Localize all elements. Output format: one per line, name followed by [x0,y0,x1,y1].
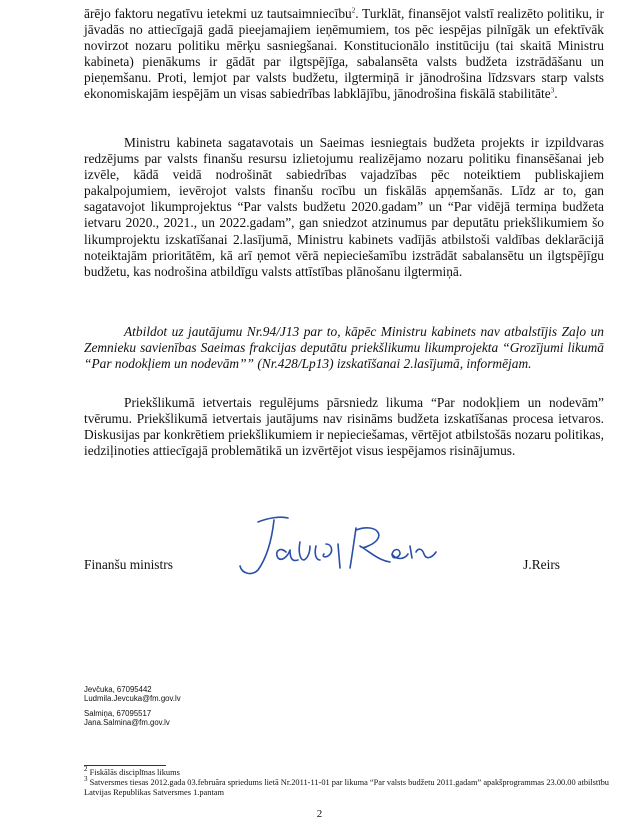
body-paragraph-2: Ministru kabineta sagatavotais un Saeimas iesniegtais budžeta projekts ir izpildvaras redzējums par valsts finanšu resursu izlietojumu realizējamo nozaru politiku finansēšanai jeb izvēle, kādā veidā nodrošināt sabiedrības vajadzības pēc noteiktiem publiskajiem pakalpojumiem, ievērojot valsts finanšu rocību un fiskālās apņemšanās. Līdz ar to, gan sagatavojot likumprojektus “Par valsts budžetu 2020.gadam” un “Par vidējā termiņa budžeta ietvaru 2020., 2021., un 2022.gadam”, gan sniedzot atzinumus par deputātu priekšlikumiem šo likumprojektu izskatīšanai 2.lasījumā, Ministru kabinets vadījās atbilstoši valdības deklarācijā noteiktajām prioritātēm, kā arī ņemot vērā nepieciešamību izstrādāt sabalansētu un ilgtspējīgu budžetu, kas nodrošina atbildīgu valsts attīstības plānošanu ilgtermiņā. [84,135,604,279]
body-paragraph-4: Priekšlikumā ietvertais regulējums pārsniedz likuma “Par nodokļiem un nodevām” tvērumu. Priekšlikumā ietvertais jautājums nav risināms budžeta izskatīšanas procesa ietvaros. Diskusijas par konkrētiem priekšlikumiem ir nepieciešamas, vērtējot atbilstošās nozaru politikas, iedziļinoties attiecīgajā problemātikā un izvērtējot visus iespējamos risinājumus. [84,395,604,459]
footnote-2 [84,765,614,778]
contact-2-name: Salmiņa, 67095517 [84,708,152,718]
footnote-ref-3[interactable]: 3 [550,87,555,95]
footnotes [84,765,614,798]
paragraph-1-text: ārējo faktoru negatīvu ietekmi uz tautsaimniecību [84,6,352,21]
contact-1-email[interactable]: Ludmila.Jevcuka@fm.gov.lv [84,694,181,704]
footnote-3 [84,775,614,798]
footnote-2-number: 2 [84,765,88,774]
footnote-2-text: Fiskālās disciplīnas likums [87,768,180,777]
signatory-title: Finanšu ministrs [84,557,173,572]
footnote-ref-2[interactable]: 2 [351,6,356,15]
contact-2-email[interactable]: Jana.Salmina@fm.gov.lv [84,718,170,728]
signatory-name: J.Reirs [523,557,560,572]
footnote-divider [84,765,166,766]
paragraph-1-text-cont: . Turklāt, finansējot valstī realizēto politiku, ir jāvadās no attiecīgajā gadā pieejamajiem ieņēmumiem, tos pēc iespējas pilnīgāk un efektīvāk novirzot nozaru politiku mērķu sasniegšanai. Konstitucionālo institūciju (tai skaitā Ministru kabineta) pienākums ir gādāt par ilgtspējīga, sabalansēta valsts budžeta izstrādāšanu un pieņemšanu. Proti, lemjot par valsts budžetu, ilgtermiņā ir jānodrošina līdzsvars starp valsts ekonomiskajām iespējām un visas sabiedrības labklājību, jānodrošina fiskālā stabilitāte [84,6,605,102]
body-paragraph-1 [84,6,604,103]
footnote-3-text: Satversmes tiesas 2012.gada 03.februāra spriedums lietā Nr.2011-11-01 par likuma “Par valsts budžetu 2011.gadam” apakšprogrammas 23.00.00 atbilstību Latvijas Republikas Satversmes 1.pantam [84,778,609,797]
contact-block [84,685,181,728]
contact-1-name: Jevčuka, 67095442 [84,685,152,694]
footnote-3-number: 3 [84,775,88,784]
paragraph-1-end: . [554,86,558,102]
body-paragraph-3: Atbildot uz jautājumu Nr.94/J13 par to, kāpēc Ministru kabinets nav atbalstījis Zaļo un Zemnieku savienības Saeimas frakcijas deputātu priekšlikumu likumprojekta “Grozījumi likumā “Par nodokļiem un nodevām”” (Nr.428/Lp13) izskatīšanai 2.lasījumā, informējam. [84,324,604,372]
signature-row [84,557,604,577]
page-number: 2 [316,808,323,820]
